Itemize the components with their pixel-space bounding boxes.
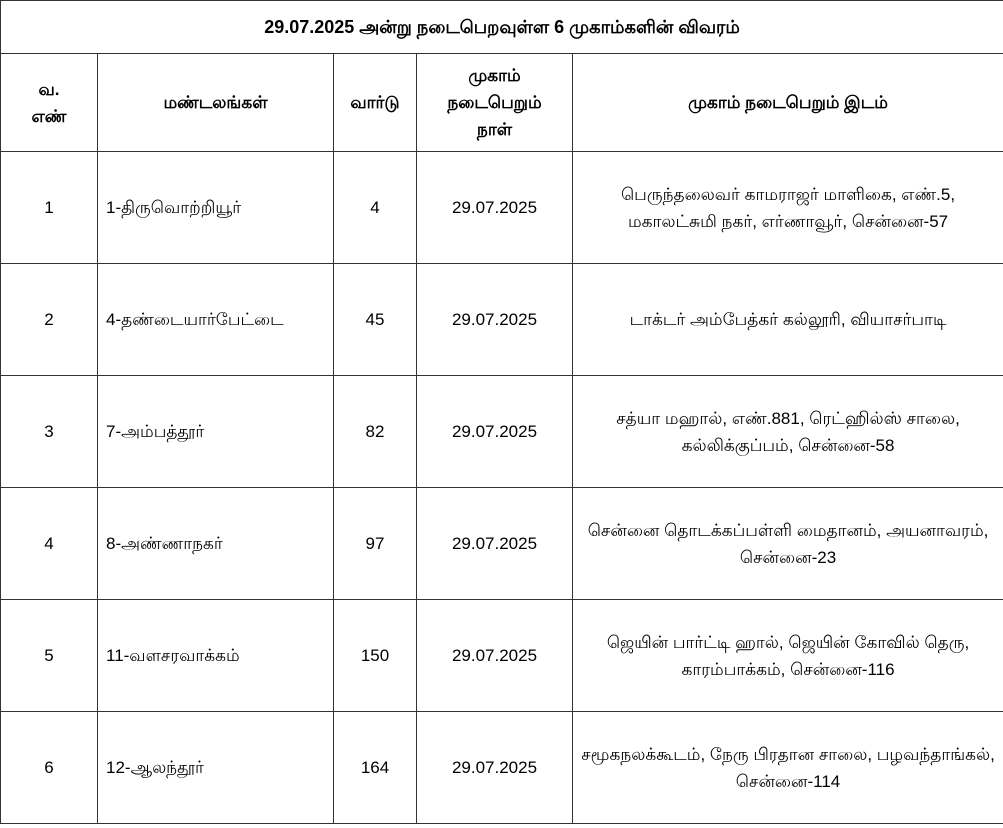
cell-zone: 8-அண்ணாநகர்: [98, 488, 334, 600]
cell-date: 29.07.2025: [417, 264, 573, 376]
cell-venue: பெருந்தலைவர் காமராஜர் மாளிகை, எண்.5, மகாலட்சுமி நகர், எர்ணாவூர், சென்னை-57: [573, 152, 1003, 264]
cell-serial: 6: [1, 712, 98, 824]
cell-zone: 11-வளசரவாக்கம்: [98, 600, 334, 712]
table-row: [1, 488, 1003, 600]
header-row: [1, 54, 1003, 152]
cell-ward: 164: [334, 712, 417, 824]
table-title: 29.07.2025 அன்று நடைபெறவுள்ள 6 முகாம்களின் விவரம்: [1, 1, 1003, 54]
cell-serial: 2: [1, 264, 98, 376]
cell-ward: 97: [334, 488, 417, 600]
header-serial: வ. எண்: [1, 54, 98, 152]
cell-serial: 5: [1, 600, 98, 712]
header-date: முகாம் நடைபெறும் நாள்: [417, 54, 573, 152]
table-row: [1, 264, 1003, 376]
cell-serial: 1: [1, 152, 98, 264]
cell-serial: 3: [1, 376, 98, 488]
cell-date: 29.07.2025: [417, 376, 573, 488]
header-zone: மண்டலங்கள்: [98, 54, 334, 152]
table-row: [1, 600, 1003, 712]
table-row: [1, 376, 1003, 488]
cell-venue: சென்னை தொடக்கப்பள்ளி மைதானம், அயனாவரம், சென்னை-23: [573, 488, 1003, 600]
cell-venue: சமூகநலக்கூடம், நேரு பிரதான சாலை, பழவந்தாங்கல், சென்னை-114: [573, 712, 1003, 824]
cell-ward: 82: [334, 376, 417, 488]
cell-date: 29.07.2025: [417, 600, 573, 712]
cell-date: 29.07.2025: [417, 488, 573, 600]
header-venue: முகாம் நடைபெறும் இடம்: [573, 54, 1003, 152]
cell-ward: 150: [334, 600, 417, 712]
cell-ward: 45: [334, 264, 417, 376]
header-ward: வார்டு: [334, 54, 417, 152]
cell-zone: 12-ஆலந்தூர்: [98, 712, 334, 824]
table-row: [1, 712, 1003, 824]
cell-zone: 1-திருவொற்றியூர்: [98, 152, 334, 264]
cell-venue: ஜெயின் பார்ட்டி ஹால், ஜெயின் கோவில் தெரு, காரம்பாக்கம், சென்னை-116: [573, 600, 1003, 712]
cell-venue: சத்யா மஹால், எண்.881, ரெட்ஹில்ஸ் சாலை, கல்லிக்குப்பம், சென்னை-58: [573, 376, 1003, 488]
cell-date: 29.07.2025: [417, 152, 573, 264]
cell-zone: 4-தண்டையார்பேட்டை: [98, 264, 334, 376]
cell-zone: 7-அம்பத்தூர்: [98, 376, 334, 488]
cell-serial: 4: [1, 488, 98, 600]
cell-venue: டாக்டர் அம்பேத்கர் கல்லூரி, வியாசர்பாடி: [573, 264, 1003, 376]
cell-date: 29.07.2025: [417, 712, 573, 824]
cell-ward: 4: [334, 152, 417, 264]
table-row: [1, 152, 1003, 264]
